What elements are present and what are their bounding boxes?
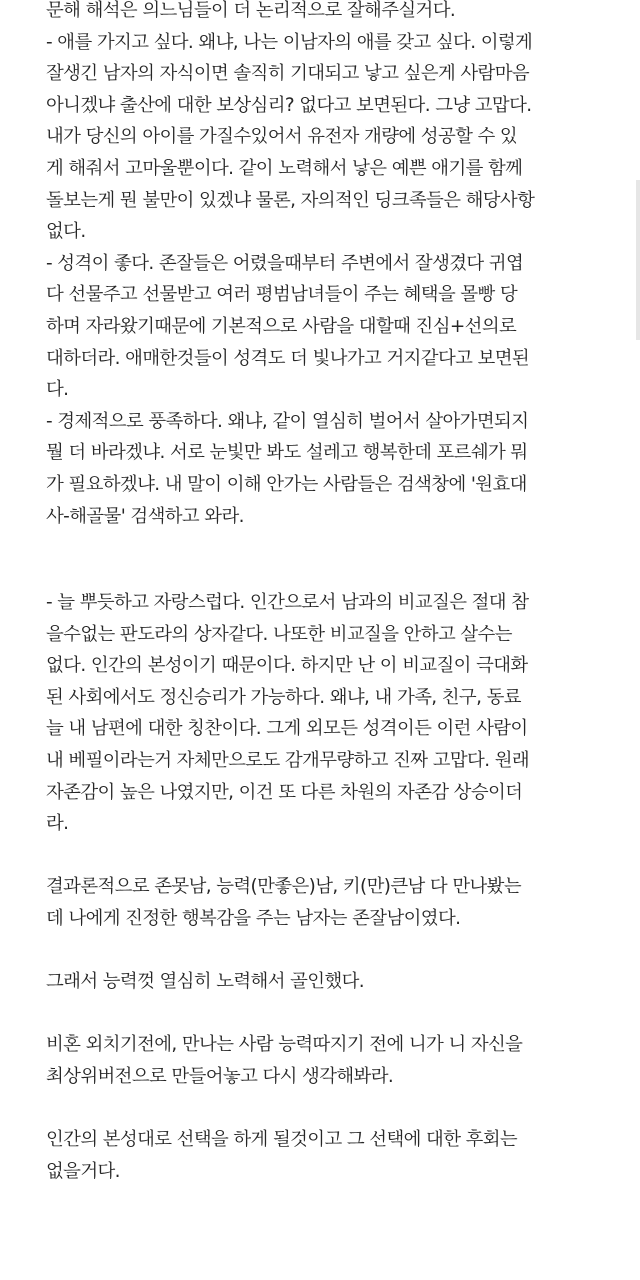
text-line: 내 베필이라는거 자체만으로도 감개무량하고 진짜 고맙다. 원래 <box>46 750 530 772</box>
scrollbar[interactable] <box>636 180 640 340</box>
text-line: 대하더라. 애매한것들이 성격도 더 빛나가고 거지같다고 보면된 <box>46 347 530 369</box>
text-line: 최상위버전으로 만들어놓고 다시 생각해봐라. <box>46 1066 394 1087</box>
text-line: 다 선물주고 선물받고 여러 평범남녀들이 주는 혜택을 몰빵 당 <box>46 284 518 306</box>
paragraph-3 <box>46 871 626 934</box>
text-line: 없다. <box>46 221 86 243</box>
text-line: 없다. 인간의 본성이기 때문이다. 하지만 난 이 비교질이 극대화 <box>46 655 528 677</box>
text-line: 비혼 외치기전에, 만나는 사람 능력따지기 전에 니가 니 자신을 <box>46 1034 523 1056</box>
text-line: 된 사회에서도 정신승리가 가능하다. 왜냐, 내 가족, 친구, 동료 <box>46 686 521 708</box>
text-line: 하며 자라왔기때문에 기본적으로 사람을 대할때 진심+선의로 <box>46 315 517 337</box>
paragraph-spacer <box>46 998 626 1030</box>
text-line: 을수없는 판도라의 상자같다. 나또한 비교질을 안하고 살수는 <box>46 623 512 645</box>
text-line: 다. <box>46 379 69 401</box>
text-line: 잘생긴 남자의 자식이면 솔직히 기대되고 낳고 싶은게 사람마음 <box>46 63 530 85</box>
text-line: 아니겠냐 출산에 대한 보상심리? 없다고 보면된다. 그냥 고맙다. <box>46 94 532 116</box>
text-line: 결과론적으로 존못남, 능력(만좋은)남, 키(만)큰남 다 만나봤는 <box>46 876 521 898</box>
text-line: 가 필요하겠냐. 내 말이 이해 안가는 사람들은 검색창에 '원효대 <box>46 473 527 495</box>
text-line: 내가 당신의 아이를 가질수있어서 유전자 개량에 성공할 수 있 <box>46 126 518 148</box>
paragraph-5 <box>46 1029 626 1092</box>
paragraph-spacer <box>46 935 626 967</box>
text-line: - 성격이 좋다. 존잘들은 어렸을때부터 주변에서 잘생겼다 귀엽 <box>46 252 524 274</box>
article-body <box>46 0 626 1187</box>
text-line: 늘 내 남편에 대한 칭찬이다. 그게 외모든 성격이든 이런 사람이 <box>46 718 528 740</box>
paragraph-1 <box>46 0 626 532</box>
paragraph-4 <box>46 966 626 998</box>
paragraph-2 <box>46 587 626 840</box>
text-line: 없을거다. <box>46 1160 120 1182</box>
text-line: 자존감이 높은 나였지만, 이건 또 다른 차원의 자존감 상승이더 <box>46 781 523 803</box>
text-line: 데 나에게 진정한 행복감을 주는 남자는 존잘남이였다. <box>46 908 461 930</box>
paragraph-spacer <box>46 532 626 587</box>
paragraph-6 <box>46 1124 626 1187</box>
text-line: - 애를 가지고 싶다. 왜냐, 나는 이남자의 애를 갖고 싶다. 이렇게 <box>46 31 533 53</box>
text-line: 인간의 본성대로 선택을 하게 될것이고 그 선택에 대한 후회는 <box>46 1129 518 1151</box>
text-line: 그래서 능력껏 열심히 노력해서 골인했다. <box>46 971 365 993</box>
paragraph-spacer <box>46 840 626 872</box>
text-line: 사-해골물' 검색하고 와라. <box>46 505 244 527</box>
text-line: 문해 해석은 의느님들이 더 논리적으로 잘해주실거다. <box>46 0 456 21</box>
text-line: 돌보는게 뭔 불만이 있겠냐 물론, 자의적인 딩크족들은 해당사항 <box>46 189 535 211</box>
text-line: - 경제적으로 풍족하다. 왜냐, 같이 열심히 벌어서 살아가면되지 <box>46 410 529 432</box>
text-line: - 늘 뿌듯하고 자랑스럽다. 인간으로서 남과의 비교질은 절대 참 <box>46 592 529 614</box>
text-line: 뭘 더 바라겠냐. 서로 눈빛만 봐도 설레고 행복한데 포르쉐가 뭐 <box>46 442 528 464</box>
text-line: 게 해줘서 고마울뿐이다. 같이 노력해서 낳은 예쁜 애기를 함께 <box>46 157 523 179</box>
paragraph-spacer <box>46 1093 626 1125</box>
text-line: 라. <box>46 813 69 835</box>
